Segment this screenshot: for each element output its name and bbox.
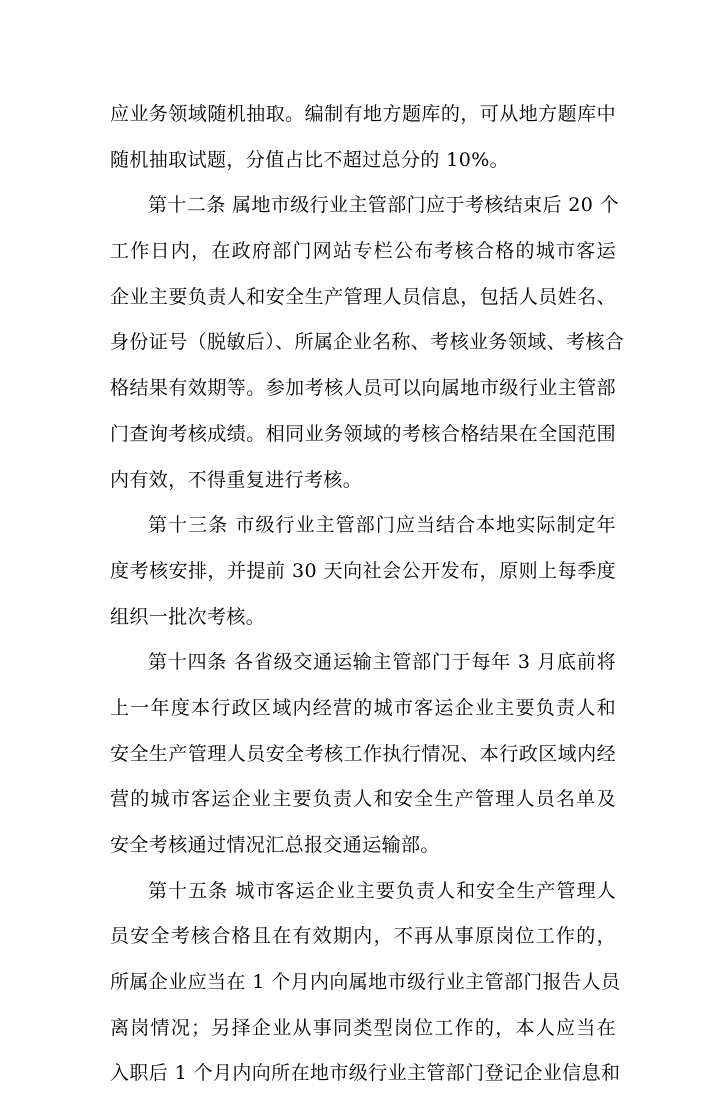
article-15-line: 第十五条 城市客运企业主要负责人和安全生产管理人 bbox=[148, 879, 616, 902]
text-line: 入职后 1 个月内向所在地市级行业主管部门登记企业信息和 bbox=[110, 1062, 621, 1085]
text-line: 员安全考核合格且在有效期内，不再从事原岗位工作的， bbox=[110, 925, 616, 948]
text-line: 安全考核通过情况汇总报交通运输部。 bbox=[110, 834, 440, 856]
text-line: 企业主要负责人和安全生产管理人员信息，包括人员姓名、 bbox=[110, 285, 616, 308]
text-line: 工作日内，在政府部门网站专栏公布考核合格的城市客运 bbox=[110, 240, 616, 263]
text-line: 格结果有效期等。参加考核人员可以向属地市级行业主管部 bbox=[110, 377, 616, 400]
text-line: 随机抽取试题，分值占比不超过总分的 10%。 bbox=[110, 148, 510, 171]
text-line: 上一年度本行政区域内经营的城市客运企业主要负责人和 bbox=[110, 696, 616, 719]
text-line: 营的城市客运企业主要负责人和安全生产管理人员名单及 bbox=[110, 788, 616, 811]
text-line: 度考核安排，并提前 30 天向社会公开发布，原则上每季度 bbox=[110, 559, 616, 582]
article-13-line: 第十三条 市级行业主管部门应当结合本地实际制定年 bbox=[148, 514, 616, 537]
article-14-line: 第十四条 各省级交通运输主管部门于每年 3 月底前将 bbox=[148, 651, 616, 674]
text-line: 身份证号（脱敏后）、所属企业名称、考核业务领域、考核合 bbox=[110, 331, 625, 354]
text-line: 安全生产管理人员安全考核工作执行情况、本行政区域内经 bbox=[110, 742, 616, 765]
text-line: 组织一批次考核。 bbox=[110, 605, 266, 628]
text-line: 门查询考核成绩。相同业务领域的考核合格结果在全国范围 bbox=[110, 422, 616, 445]
text-line: 应业务领域随机抽取。编制有地方题库的，可从地方题库中 bbox=[110, 103, 616, 125]
text-line: 内有效，不得重复进行考核。 bbox=[110, 468, 363, 491]
article-12-line: 第十二条 属地市级行业主管部门应于考核结束后 20 个 bbox=[148, 194, 620, 217]
text-line: 所属企业应当在 1 个月内向属地市级行业主管部门报告人员 bbox=[110, 971, 621, 994]
text-line: 离岗情况；另择企业从事同类型岗位工作的，本人应当在 bbox=[110, 1016, 616, 1039]
document-body bbox=[110, 92, 625, 1097]
